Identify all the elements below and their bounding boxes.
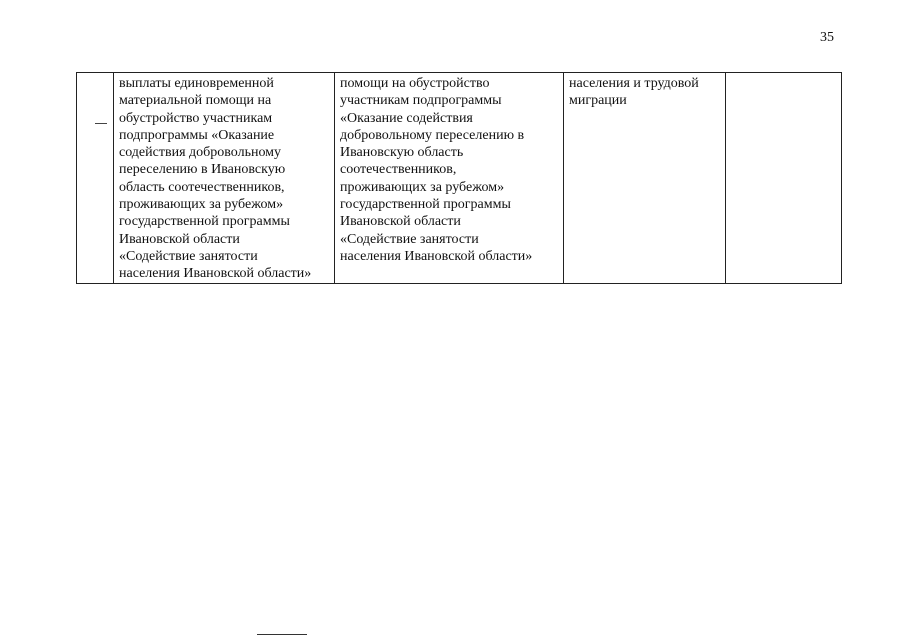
row-number-cell [77,73,114,284]
table-row [77,73,842,284]
document-table [76,72,842,284]
measure-description-cell: выплаты единовременной материальной помощи на обустройство участникам подпрограммы «Оказание содействия добровольному переселению в Ивановскую область соотечественников, проживающих за рубежом» государственной программы Ивановской области «Содействие занятости населения Ивановской области» [114,73,335,284]
indicator-cell: помощи на обустройство участникам подпрограммы «Оказание содействия добровольному переселению в Ивановскую область соотечественников, проживающих за рубежом» государственной программы Ивановской области «Содействие занятости населения Ивановской области» [335,73,564,284]
page-number: 35 [820,30,834,45]
dash-mark [95,123,107,124]
footer-rule [257,634,307,635]
responsible-cell: населения и трудовой миграции [564,73,726,284]
empty-cell [726,73,842,284]
